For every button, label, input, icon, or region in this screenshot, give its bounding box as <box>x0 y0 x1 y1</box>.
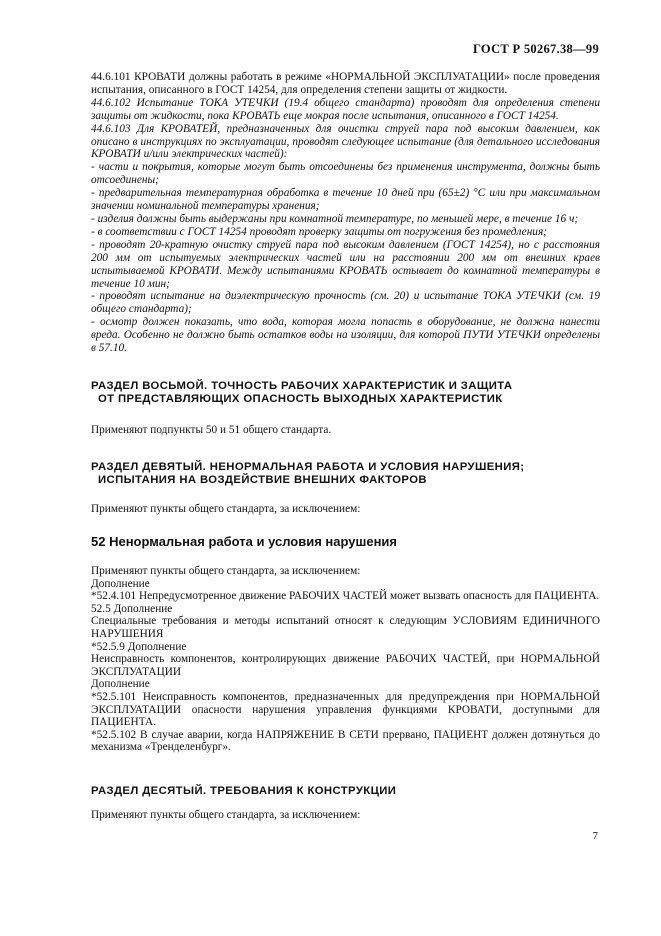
list-item: - части и покрытия, которые могут быть отсоединены без применения инструмента, должны быть отсоединены; <box>91 161 600 187</box>
clause-52-line: *52.4.101 Непредусмотренное движение РАБОЧИХ ЧАСТЕЙ может вызвать опасность для ПАЦИЕНТА. <box>91 590 600 603</box>
standard-header: ГОСТ Р 50267.38—99 <box>472 42 599 56</box>
clause-52-line: *52.5.102 В случае аварии, когда НАПРЯЖЕНИЕ В СЕТИ прервано, ПАЦИЕНТ должен дотянуться до механизма «Тренделенбург». <box>91 728 600 754</box>
clause-44-block <box>91 71 600 355</box>
section-8-title-line2: ОТ ПРЕДСТАВЛЯЮЩИХ ОПАСНОСТЬ ВЫХОДНЫХ ХАРАКТЕРИСТИК <box>98 393 503 405</box>
list-item: - осмотр должен показать, что вода, которая могла попасть в оборудование, не должна нанести вреда. Особенно не должно быть остатков воды на изоляции, для которой ПУТИ УТЕЧКИ определены в 57.10. <box>91 316 600 355</box>
clause-52-line: 52.5 Дополнение <box>91 602 173 615</box>
clause-52-line: *52.5.101 Неисправность компонентов, предназначенных для предупреждения при НОРМАЛЬНОЙ ЭКСПЛУАТАЦИИ опасности нарушения управления функциями КРОВАТИ, доступными для ПАЦИЕНТА. <box>91 690 600 729</box>
list-item: - в соответствии с ГОСТ 14254 проводят проверку защиты от погружения без промедления; <box>91 225 547 238</box>
section-10-title: РАЗДЕЛ ДЕСЯТЫЙ. ТРЕБОВАНИЯ К КОНСТРУКЦИИ <box>91 785 397 797</box>
section-9-title <box>91 461 600 487</box>
paragraph-44-6-103: 44.6.103 Для КРОВАТЕЙ, предназначенных для очистки струей пара под высоким давлением, как описано в инструкциях по эксплуатации, проводят следующее испытание (для детального исследования КРОВАТИ и/или электрических частей): <box>91 122 600 161</box>
clause-52-line: Неисправность компонентов, контролирующих движение РАБОЧИХ ЧАСТЕЙ, при НОРМАЛЬНОЙ ЭКСПЛУАТАЦИИ <box>91 653 600 678</box>
paragraph-44-6-101: 44.6.101 КРОВАТИ должны работать в режиме «НОРМАЛЬНОЙ ЭКСПЛУАТАЦИИ» после проведения испытания, описанного в ГОСТ 14254, для определения степени защиты от жидкости. <box>91 71 600 96</box>
section-8-title <box>91 380 600 406</box>
section-9-title-line2: ИСПЫТАНИЯ НА ВОЗДЕЙСТВИЕ ВНЕШНИХ ФАКТОРОВ <box>98 474 427 486</box>
clause-52-line: Дополнение <box>91 577 150 590</box>
list-item: - проводят 20-кратную очистку струей пара под высоким давлением (ГОСТ 14254), но с расстояния 200 мм от испытуемых электрических частей или на расстоянии 200 мм от внешних краев испытываемой КРОВАТИ. Между испытаниями КРОВАТЬ остывает до комнатной температуры в течение 10 мин; <box>91 238 600 290</box>
clause-52-block <box>91 565 600 754</box>
section-9-text: Применяют пункты общего стандарта, за исключением: <box>91 503 361 515</box>
list-item: - изделия должны быть выдержаны при комнатной температуре, по меньшей мере, в течение 16 ч; <box>91 212 579 225</box>
clause-52-line: *52.5.9 Дополнение <box>91 640 187 653</box>
clause-52-heading: 52 Ненормальная работа и условия нарушения <box>91 534 398 549</box>
clause-52-line: Применяют пункты общего стандарта, за исключением: <box>91 565 361 577</box>
section-9-title-line1: РАЗДЕЛ ДЕВЯТЫЙ. НЕНОРМАЛЬНАЯ РАБОТА И УСЛОВИЯ НАРУШЕНИЯ; <box>91 461 525 473</box>
clause-52-line: Специальные требования и методы испытаний относят к следующим УСЛОВИЯМ ЕДИНИЧНОГО НАРУШЕНИЯ <box>91 615 600 640</box>
section-10-text: Применяют пункты общего стандарта, за исключением: <box>91 809 361 821</box>
section-8-text: Применяют подпункты 50 и 51 общего стандарта. <box>91 424 332 436</box>
clause-52-line: Дополнение <box>91 678 150 691</box>
page-number: 7 <box>592 830 598 842</box>
list-item: - предварительная температурная обработка в течение 10 дней при (65±2) °С или при максимальном значении номинальной температуры хранения; <box>91 187 600 213</box>
section-8-title-line1: РАЗДЕЛ ВОСЬМОЙ. ТОЧНОСТЬ РАБОЧИХ ХАРАКТЕРИСТИК И ЗАЩИТА <box>91 380 513 392</box>
list-item: - проводят испытание на диэлектрическую прочность (см. 20) и испытание ТОКА УТЕЧКИ (см. 19 общего стандарта); <box>91 290 600 316</box>
paragraph-44-6-102: 44.6.102 Испытание ТОКА УТЕЧКИ (19.4 общего стандарта) проводят для определения степени защиты от жидкости, пока КРОВАТЬ еще мокрая после испытания, описанного в ГОСТ 14254. <box>91 96 600 122</box>
